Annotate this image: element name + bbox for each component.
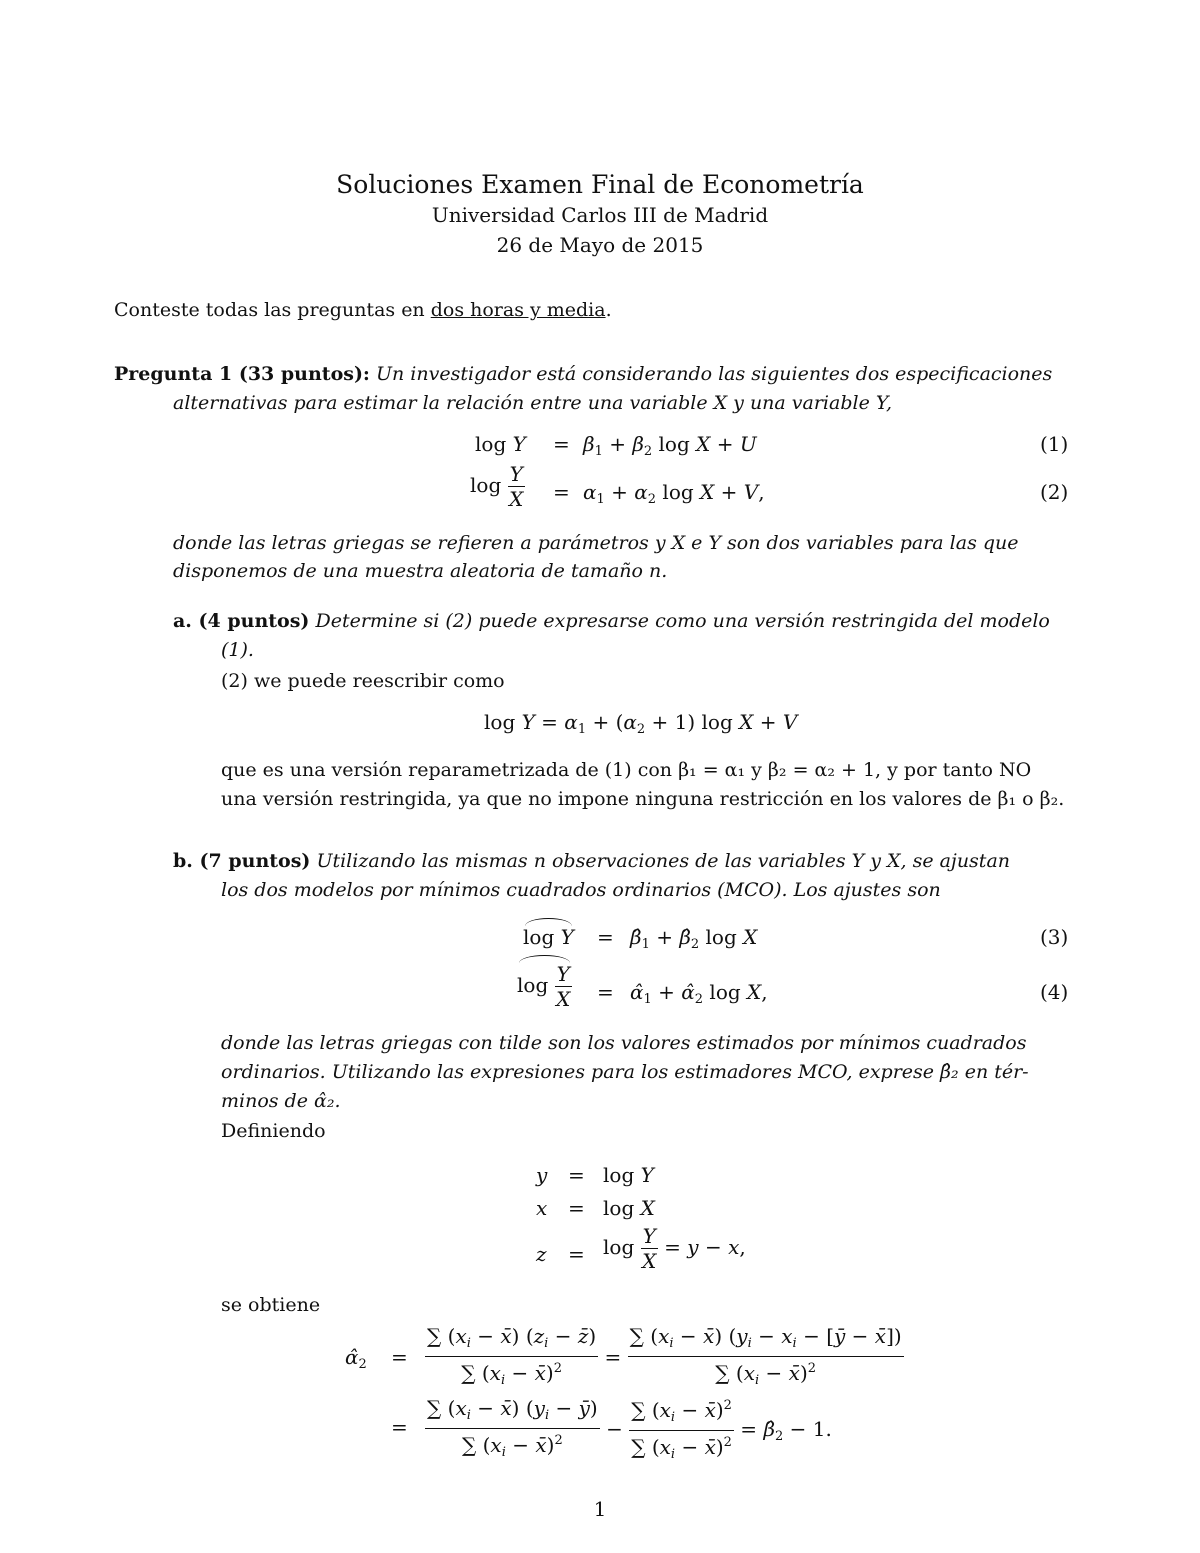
- question-1-heading: Pregunta 1 (33 puntos): Un investigador está considerando las siguientes dos especificaciones: [114, 363, 1053, 385]
- equals-sign: =: [568, 1196, 585, 1220]
- equals-sign: =: [553, 480, 570, 504]
- equation-1-rhs: $\beta_1 + \beta_2$ log X + U: [583, 432, 757, 459]
- part-b-after-3: minos de α̂₂.: [221, 1090, 341, 1112]
- part-b-question-2: los dos modelos por mínimos cuadrados ordinarios (MCO). Los ajustes son: [221, 879, 941, 901]
- equals-sign: =: [568, 1163, 585, 1187]
- equation-4-rhs: $\alphâ_1$ + $\alphâ_2$ log X,: [630, 980, 768, 1007]
- def-x-lhs: x: [536, 1196, 548, 1220]
- equation-2-rhs: $\alpha_1 + \alpha_2$ log X + V,: [583, 480, 765, 507]
- equals-sign: =: [568, 1242, 585, 1266]
- se-obtiene-label: se obtiene: [221, 1294, 321, 1316]
- part-b-heading: b. (7 puntos) Utilizando las mismas n observaciones de las variables Y y X, se ajustan: [173, 850, 1011, 872]
- alpha2-hat-lhs: $\alphâ_2$: [345, 1345, 367, 1372]
- def-z-lhs: z: [536, 1242, 547, 1266]
- equation-4: log $\frac{Y}{X}$: [517, 962, 571, 1011]
- instructions: Conteste todas las preguntas en dos horas y media.: [114, 299, 612, 321]
- equals-sign: =: [391, 1345, 408, 1369]
- equation-3-number: (3): [1040, 925, 1069, 949]
- def-x-rhs: log X: [603, 1196, 655, 1220]
- equation-1-number: (1): [1040, 432, 1069, 456]
- equation-2-number: (2): [1040, 480, 1069, 504]
- exam-date: 26 de Mayo de 2015: [496, 233, 704, 257]
- part-a-question-2: (1).: [221, 639, 254, 661]
- equals-sign: =: [553, 432, 570, 456]
- derivation-line-1: $\frac{\sum (x_i - x̄) (z_i - z̄)}{\sum (x_i - x̄)^2}$ = $\frac{\sum (x_i - x̄) (y_i - x_i - [ȳ - x̄])}{\sum (x_i - x̄)^2}$: [427, 1324, 902, 1388]
- equation-3: log Y: [523, 925, 574, 949]
- equation-2: log $\frac{Y}{X}$: [470, 462, 524, 511]
- university-name: Universidad Carlos III de Madrid: [431, 203, 769, 227]
- question-1-after-2: disponemos de una muestra aleatoria de tamaño n.: [173, 560, 668, 582]
- def-y-rhs: log Y: [603, 1163, 654, 1187]
- question-1-after: donde las letras griegas se refieren a parámetros y X e Y son dos variables para las que: [173, 532, 1019, 554]
- equals-sign: =: [597, 925, 614, 949]
- part-b-after-2: ordinarios. Utilizando las expresiones para los estimadores MCO, exprese β̂₂ en tér-: [221, 1061, 1029, 1083]
- document-title: Soluciones Examen Final de Econometría: [336, 170, 864, 199]
- part-b-after-1: donde las letras griegas con tilde son los valores estimados por mínimos cuadrados: [221, 1032, 1027, 1054]
- definiendo-label: Definiendo: [221, 1120, 326, 1142]
- equals-sign: =: [597, 980, 614, 1004]
- part-a-answer-1: (2) we puede reescribir como: [221, 670, 505, 692]
- equation-a-rewrite: $\log Y = \alpha_1 + (\alpha_2 + 1)$ log X + V: [484, 710, 798, 737]
- equals-sign: =: [391, 1415, 408, 1439]
- derivation-line-2: $\frac{\sum (x_i - x̄) (y_i - ȳ)}{\sum (x_i - x̄)^2}$ − $\frac{\sum (x_i - x̄)^2}{\sum (x_i - x̄)^2}$ = $\betâ_2 - 1$.: [427, 1396, 832, 1462]
- equation-3-rhs: $\betâ_1$ + $\betâ_2$ log X: [630, 925, 758, 952]
- part-a-answer-2: que es una versión reparametrizada de (1) con β₁ = α₁ y β₂ = α₂ + 1, y por tanto NO: [221, 759, 1032, 781]
- equation-1: log Y: [475, 432, 526, 456]
- def-y-lhs: y: [536, 1163, 548, 1187]
- page-number: 1: [593, 1497, 607, 1521]
- question-1-statement: alternativas para estimar la relación entre una variable X y una variable Y,: [173, 392, 892, 414]
- part-a-answer-3: una versión restringida, ya que no impone ninguna restricción en los valores de β₁ o β₂.: [221, 788, 1065, 810]
- part-a-heading: a. (4 puntos) Determine si (2) puede expresarse como una versión restringida del modelo: [173, 610, 1050, 632]
- def-z-rhs: log $\frac{Y}{X}$ = y − x,: [603, 1224, 746, 1273]
- equation-4-number: (4): [1040, 980, 1069, 1004]
